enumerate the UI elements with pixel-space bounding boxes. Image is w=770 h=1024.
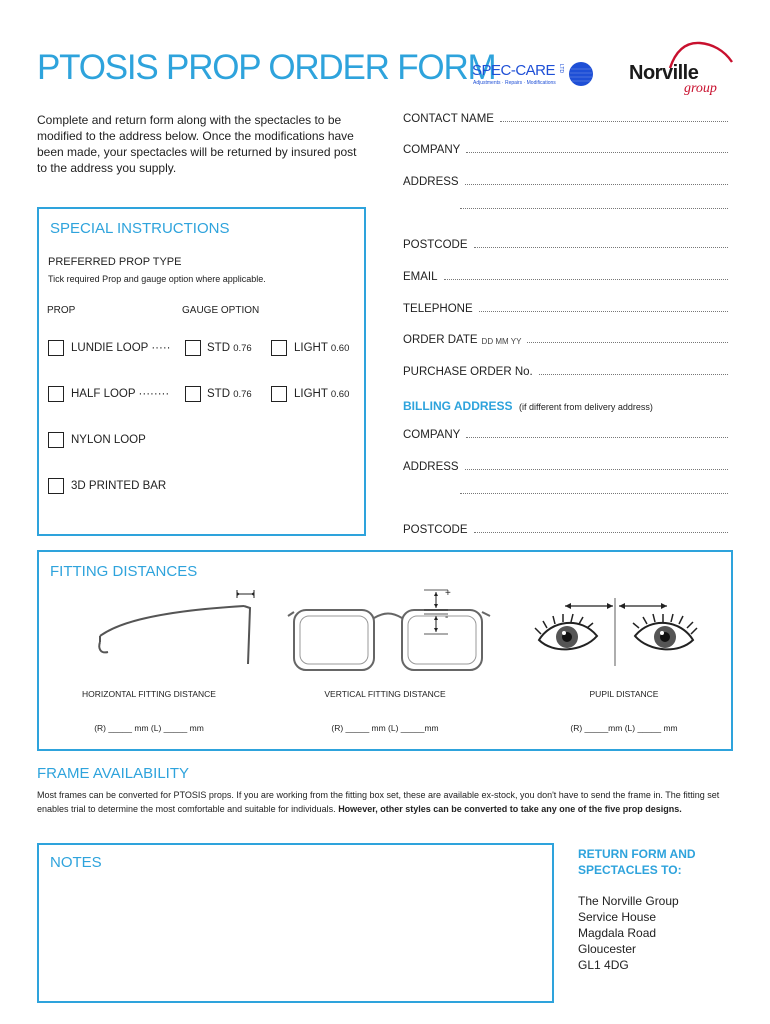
order-date-hint: DD MM YY [481,337,522,346]
return-heading-line2: SPECTACLES TO: [578,863,682,877]
return-address-line: Gloucester [578,942,637,956]
address-field[interactable] [403,176,728,188]
pupil-distance-input[interactable]: (R) _____mm (L) _____ mm [570,723,678,733]
billing-address-label: ADDRESS [403,461,459,473]
speccare-logo [472,60,597,90]
side-view-glasses-icon [94,586,269,666]
special-instructions-heading: SPECIAL INSTRUCTIONS [50,220,230,237]
half-std-checkbox[interactable] [185,386,201,402]
speccare-logo-text: SPEC-CARE [472,62,556,79]
speccare-tagline: Adjustments · Repairs · Modifications [473,80,556,86]
half-loop-label: HALF LOOP ········ [71,388,170,400]
speccare-logo-ltd: LTD [558,64,564,74]
notes-box[interactable] [37,843,554,1003]
half-std-label: STD 0.76 [207,388,252,400]
contact-name-field[interactable] [403,113,728,125]
billing-company-label: COMPANY [403,429,461,441]
nylon-loop-label: NYLON LOOP [71,434,146,446]
gauge-column-label: GAUGE OPTION [182,305,260,316]
address-line2-field[interactable] [460,208,728,212]
lundie-std-label: STD 0.76 [207,342,252,354]
norville-logo-sub: group [684,81,717,96]
intro-text: Complete and return form along with the spectacles to be modified to the address below. Once the modifications have been made, your spectacles will be returned by insured post to the address you supply. [37,113,357,175]
postcode-field[interactable] [403,239,728,251]
address-label: ADDRESS [403,176,459,188]
3d-printed-bar-label: 3D PRINTED BAR [71,480,167,492]
postcode-label: POSTCODE [403,239,468,251]
front-view-glasses-icon [284,586,494,676]
telephone-label: TELEPHONE [403,303,473,315]
special-instructions-box [37,207,366,536]
norville-logo-text: Norville [629,62,699,84]
vertical-distance-input[interactable]: (R) _____ mm (L) _____mm [331,723,439,733]
prop-column-label: PROP [47,305,76,316]
fitting-distances-box [37,550,733,751]
return-address-line: GL1 4DG [578,958,629,972]
return-address-line: Magdala Road [578,926,657,940]
telephone-field[interactable] [403,303,728,315]
frame-availability-heading: FRAME AVAILABILITY [37,765,189,782]
frame-availability-text: Most frames can be converted for PTOSIS props. If you are working from the fitting box set, these are available ex-stock, you don't have to send the frame in. The fitting set enables trial to determine the most comfortable and suitable for individuals. However, other styles can be converted to take any one of the five prop designs. [37,790,720,814]
vertical-minus-label: - [445,612,449,623]
billing-heading-row [403,397,653,415]
half-loop-checkbox[interactable] [48,386,64,402]
contact-name-label: CONTACT NAME [403,113,494,125]
email-field[interactable] [403,271,728,283]
lundie-light-label: LIGHT 0.60 [294,342,350,354]
billing-address-line2-field[interactable] [460,493,728,497]
speccare-badge-icon [566,60,596,88]
email-label: EMAIL [403,271,438,283]
horizontal-distance-input[interactable]: (R) _____ mm (L) _____ mm [94,723,204,733]
return-heading-line1: RETURN FORM AND [578,847,696,861]
prop-type-label: PREFERRED PROP TYPE [48,256,182,268]
order-date-label: ORDER DATE [403,334,478,346]
billing-postcode-field[interactable] [403,524,728,536]
half-light-label: LIGHT 0.60 [294,388,350,400]
pupil-distance-label: PUPIL DISTANCE [589,689,659,699]
return-address-line: Service House [578,910,657,924]
billing-postcode-label: POSTCODE [403,524,468,536]
lundie-std-checkbox[interactable] [185,340,201,356]
norville-logo [626,40,741,100]
purchase-order-label: PURCHASE ORDER No. [403,366,533,378]
company-label: COMPANY [403,144,461,156]
return-heading [578,846,696,878]
company-field[interactable] [403,144,728,156]
billing-company-field[interactable] [403,429,728,441]
billing-note: (if different from delivery address) [519,402,653,412]
notes-heading: NOTES [50,854,102,871]
fitting-distances-heading: FITTING DISTANCES [50,563,198,580]
order-date-field[interactable] [403,334,728,346]
lundie-loop-checkbox[interactable] [48,340,64,356]
billing-address-field[interactable] [403,461,728,473]
page-title: PTOSIS PROP ORDER FORM [37,48,496,87]
lundie-light-checkbox[interactable] [271,340,287,356]
half-light-checkbox[interactable] [271,386,287,402]
horizontal-distance-label: HORIZONTAL FITTING DISTANCE [82,689,216,699]
vertical-plus-label: + [445,588,451,599]
nylon-loop-checkbox[interactable] [48,432,64,448]
return-address [578,893,679,973]
billing-heading: BILLING ADDRESS [403,399,513,413]
pupil-distance-eyes-icon [531,592,716,672]
3d-printed-bar-checkbox[interactable] [48,478,64,494]
vertical-distance-label: VERTICAL FITTING DISTANCE [324,689,446,699]
lundie-loop-label: LUNDIE LOOP ····· [71,342,171,354]
purchase-order-field[interactable] [403,366,728,378]
return-address-line: The Norville Group [578,894,679,908]
prop-hint: Tick required Prop and gauge option where applicable. [48,274,266,284]
